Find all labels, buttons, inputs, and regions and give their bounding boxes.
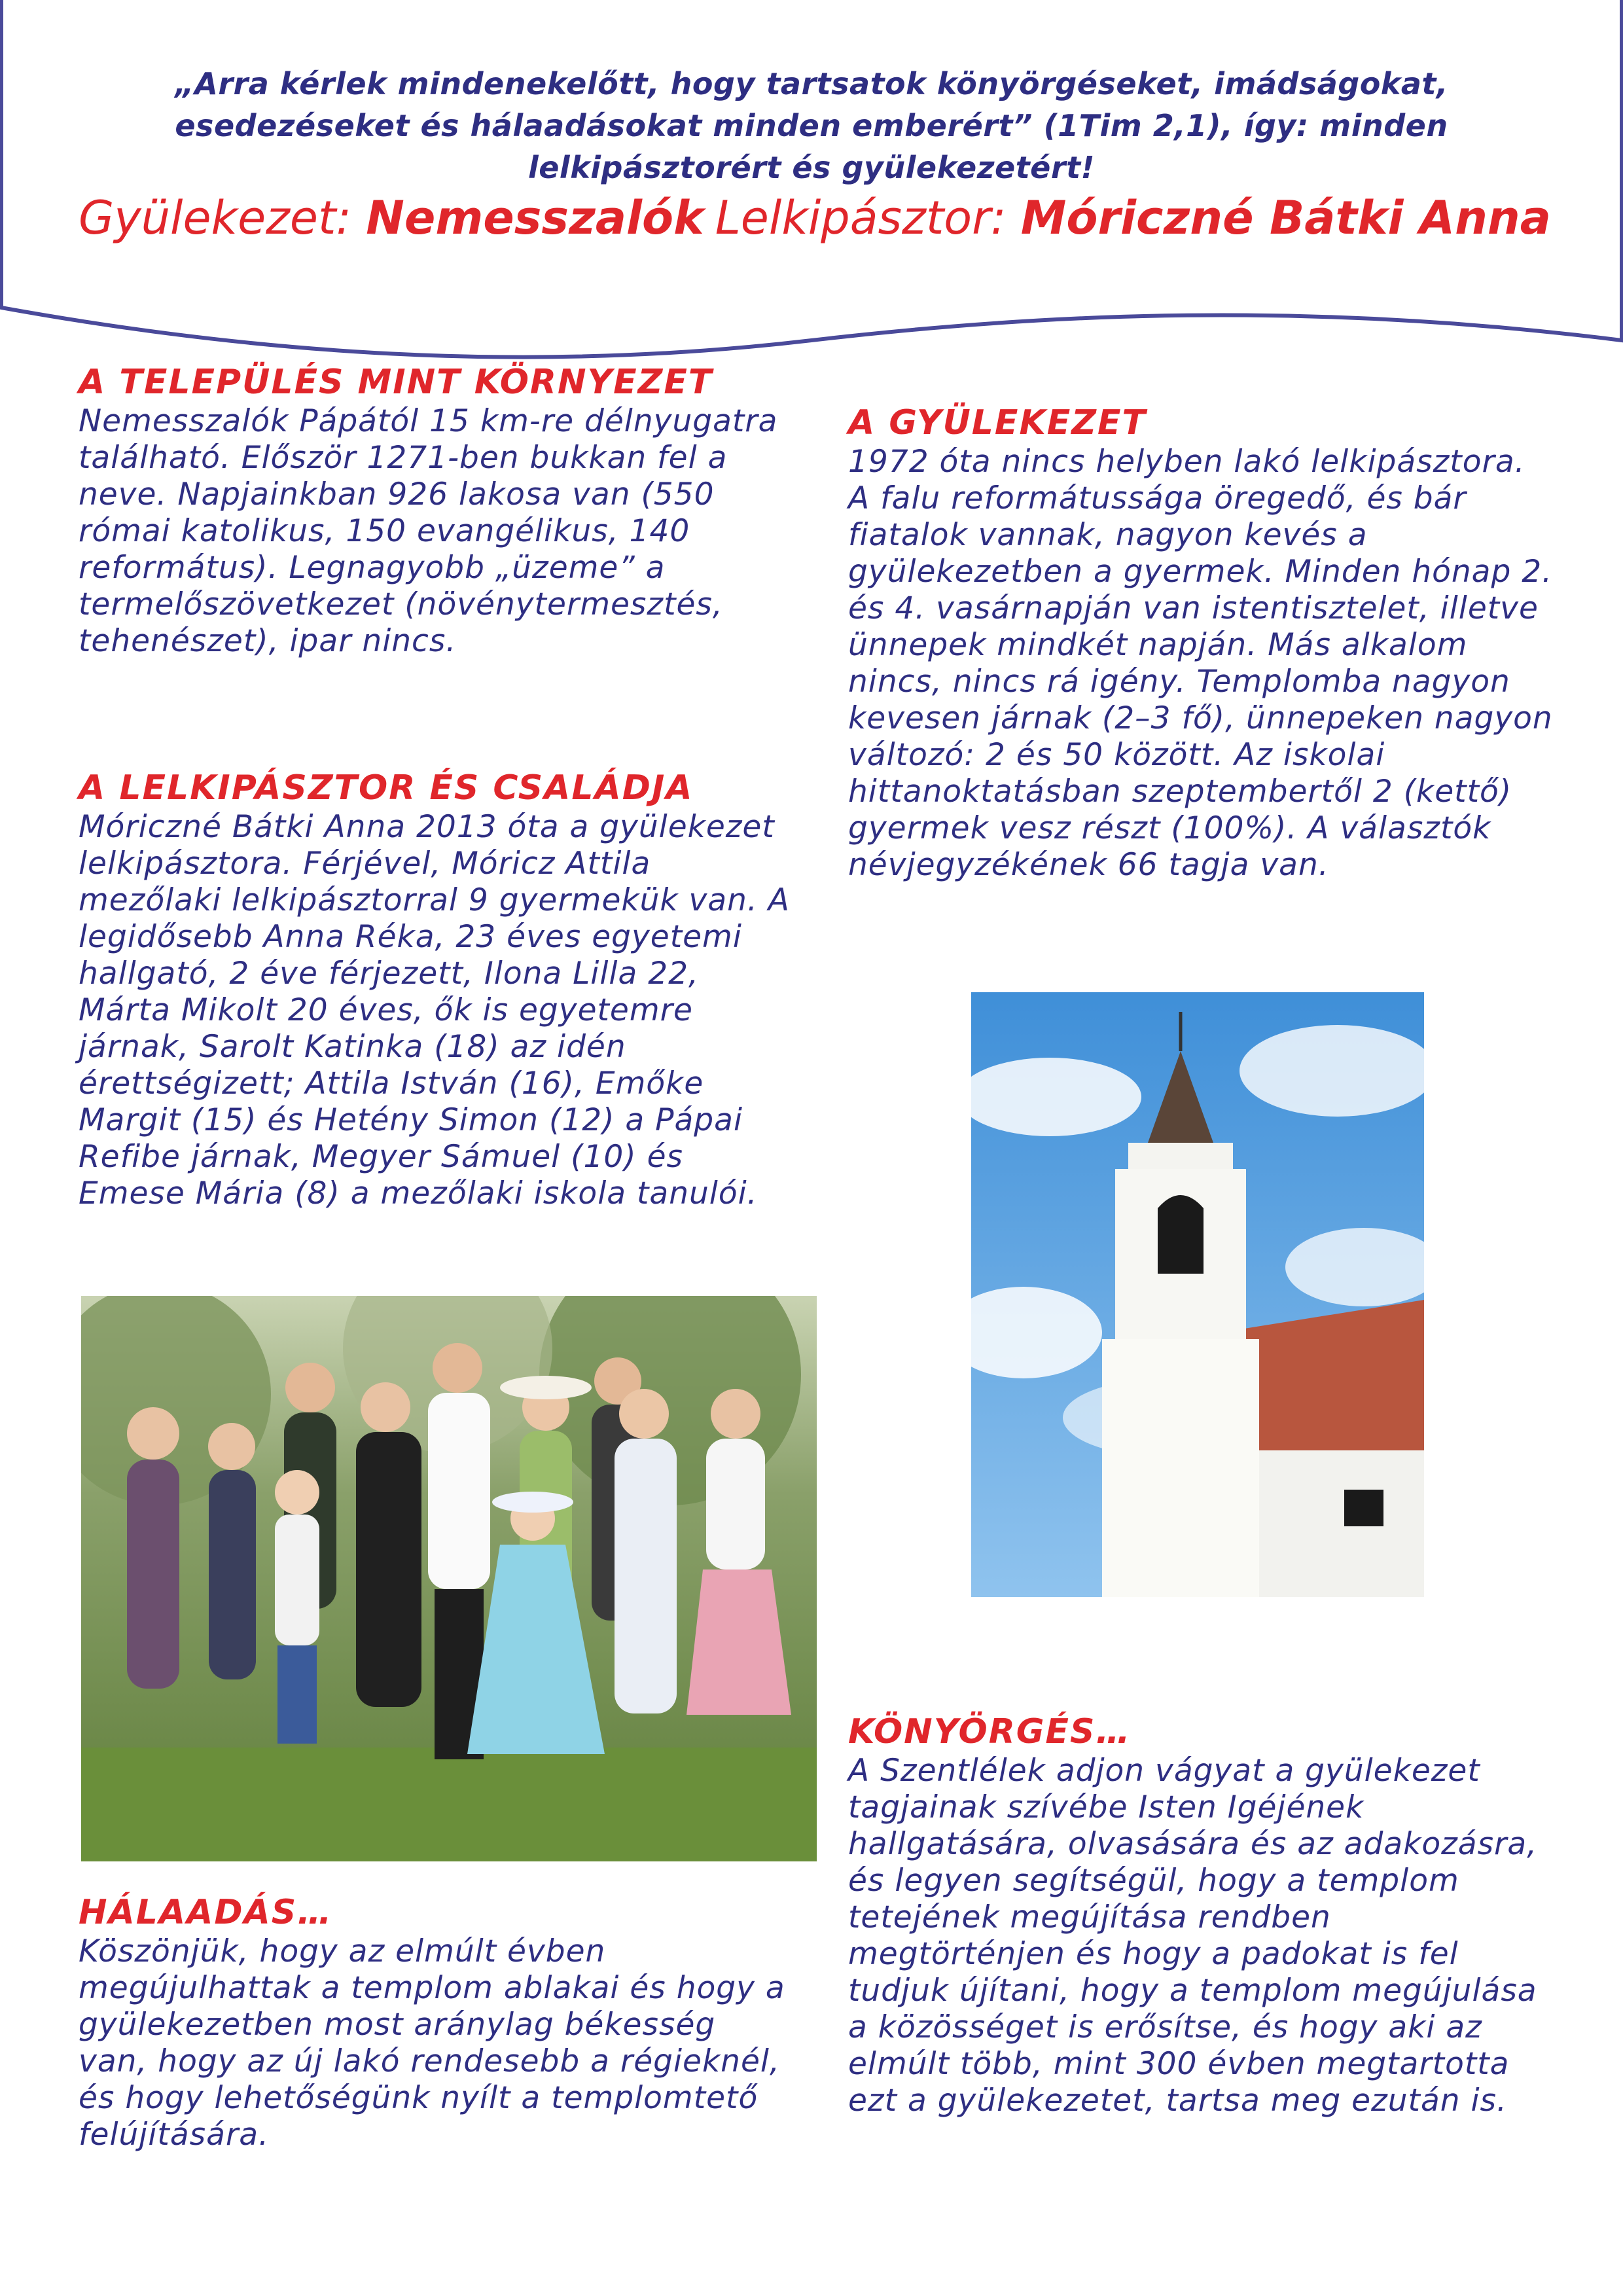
section-settlement-heading: A TELEPÜLÉS MINT KÖRNYEZET [79, 363, 713, 402]
congregation-label [79, 188, 704, 247]
section-thanksgiving-text: Köszönjük, hogy az elmúlt évben megújulhattak a templom ablakai és hogy a gyülekezetben most aránylag békesség van, hogy az új lakó rendesebb a régieknél, és hogy lehetőségünk nyílt a templomtető felújítására. [79, 1933, 785, 2153]
pastor-name: Móriczné Bátki Anna [1020, 191, 1551, 245]
section-thanksgiving [79, 1892, 792, 2153]
section-pastor-family [79, 767, 792, 1212]
section-congregation-text: 1972 óta nincs helyben lakó lelkipásztora. A falu reformátussága öregedő, és bár fiatalok vannak, nagyon kevés a gyülekezetben a gyermek. Minden hónap 2. és 4. vasárnapján van istentisztelet, illetve ünnepek mindkét napján. Más alkalom nincs, nincs rá igény. Templomba nagyon kevesen járnak (2–3 fő), ünnepeken nagyon változó: 2 és 50 között. Az iskolai hittanoktatásban szeptembertől 2 (kettő) gyermek vesz részt (100%). A választók névjegyzékének 66 tagja van. [848, 444, 1553, 883]
section-congregation-heading: A GYÜLEKEZET [848, 403, 1147, 442]
section-settlement [79, 361, 792, 660]
section-congregation [848, 402, 1555, 884]
section-settlement-text: Nemesszalók Pápától 15 km-re délnyugatra található. Először 1271-ben bukkan fel a neve. Napjainkban 926 lakosa van (550 római katolikus, 150 evangélikus, 140 református). Legnagyobb „üzeme” a termelőszövetkezet (növénytermesztés, tehenészet), ipar nincs. [79, 403, 778, 659]
section-thanksgiving-heading: HÁLAADÁS… [79, 1893, 333, 1932]
section-intercession-heading: KÖNYÖRGÉS… [848, 1712, 1132, 1751]
church-tower-photo [971, 992, 1424, 1597]
congregation-label-text: Gyülekezet: [79, 191, 351, 245]
section-intercession [848, 1711, 1555, 2119]
family-group-photo [81, 1296, 817, 1861]
pastor-label-text: Lelkipásztor: [715, 191, 1007, 245]
section-pastor-family-text: Móriczné Bátki Anna 2013 óta a gyülekezet lelkipásztora. Férjével, Móricz Attila mezőlaki lelkipásztorral 9 gyermekük van. A legidősebb Anna Réka, 23 éves egyetemi hallgató, 2 éve férjezett, Ilona Lilla 22, Márta Mikolt 20 éves, ők is egyetemre járnak, Sarolt Katinka (18) az idén érettségizett; Attila István (16), Emőke Margit (15) és Hetény Simon (12) a Pápai Refibe járnak, Megyer Sámuel (10) és Emese Mária (8) a mezőlaki iskola tanulói. [79, 809, 790, 1211]
section-pastor-family-heading: A LELKIPÁSZTOR ÉS CSALÁDJA [79, 768, 694, 808]
pastor-label [715, 188, 1551, 247]
congregation-name: Nemesszalók [366, 191, 704, 245]
bible-quote: „Arra kérlek mindenekelőtt, hogy tartsatok könyörgéseket, imádságokat, esedezéseket és hálaadásokat minden emberért” (1Tim 2,1), így: minden lelkipásztorért és gyülekezetért! [175, 66, 1448, 185]
section-intercession-text: A Szentlélek adjon vágyat a gyülekezet tagjainak szívébe Isten Igéjének hallgatására, olvasására és az adakozásra, és legyen segítségül, hogy a templom tetejének megújítása rendben megtörténjen és hogy a padokat is fel tudjuk újítani, hogy a templom megújulása a közösséget is erősítse, és hogy aki az elmúlt több, mint 300 évben megtartotta ezt a gyülekezetet, tartsa meg ezután is. [848, 1753, 1538, 2119]
